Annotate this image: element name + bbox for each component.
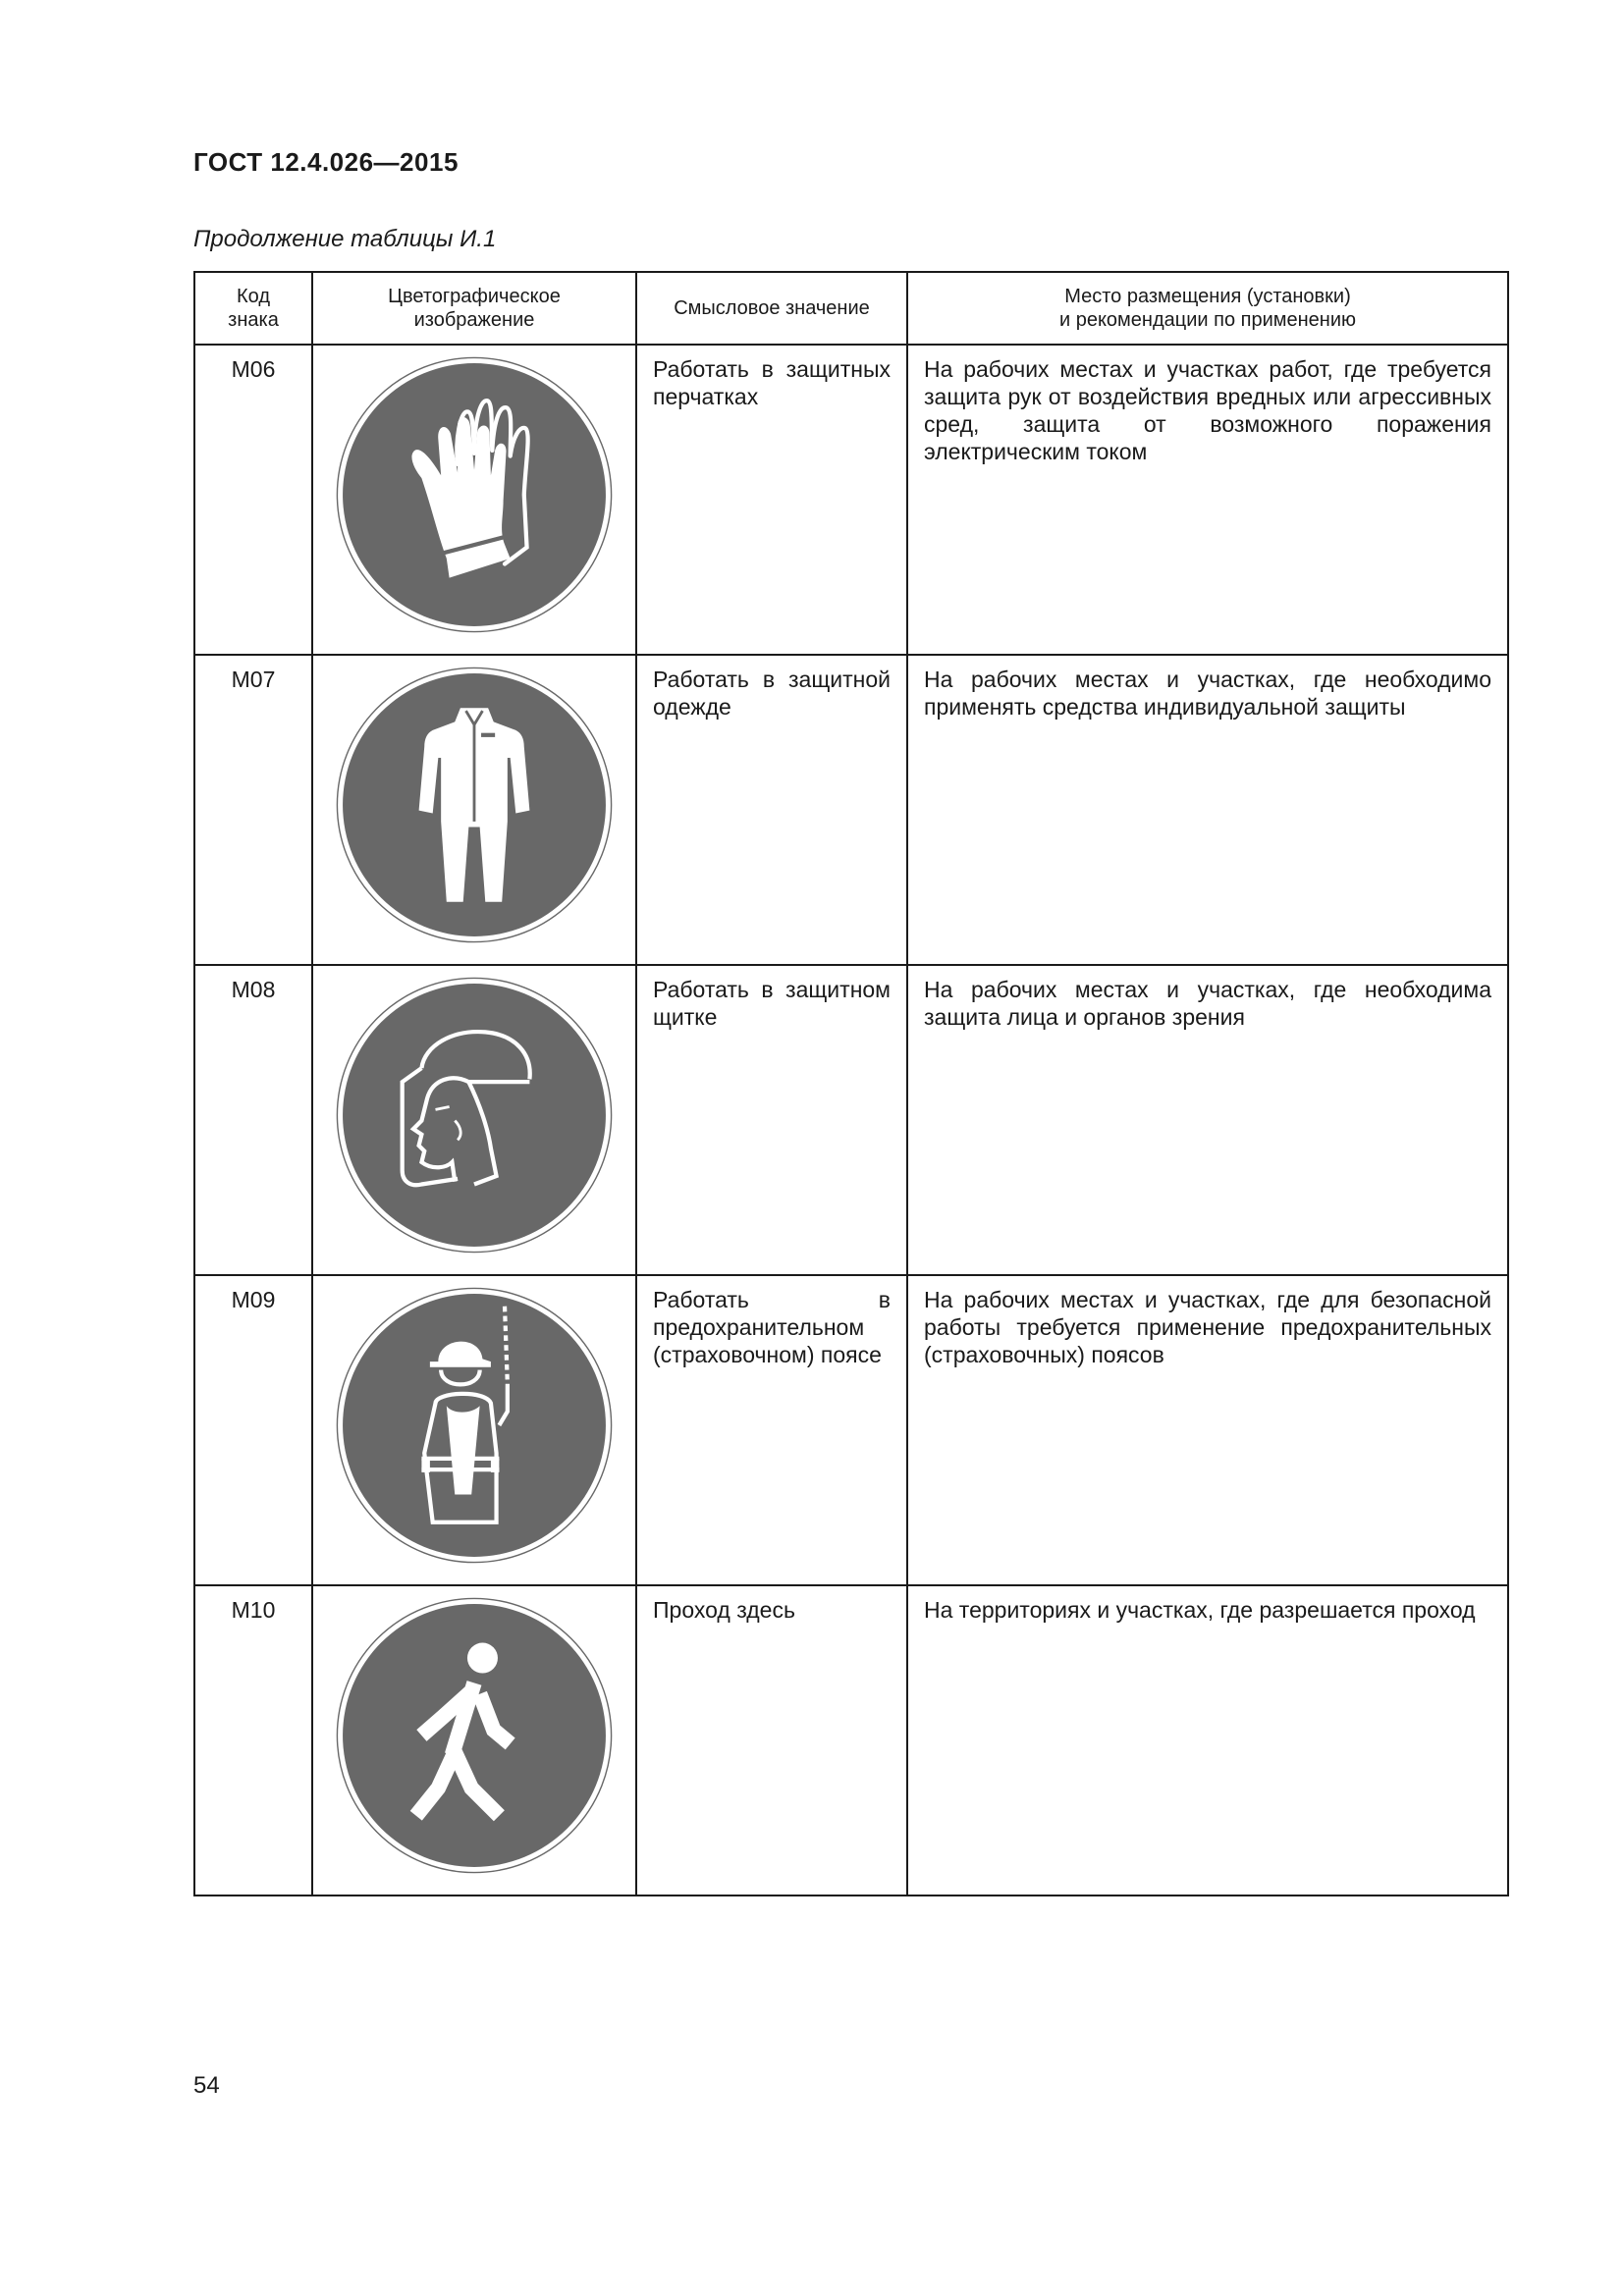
table-row	[194, 965, 1508, 1275]
safety-harness-icon	[336, 1287, 613, 1564]
table-row	[194, 345, 1508, 655]
sign-meaning: Работать в защитном щитке	[636, 965, 907, 1275]
table-row	[194, 655, 1508, 965]
page-number: 54	[193, 2072, 220, 2099]
sign-placement: На рабочих местах и участках, где для безопасной работы требуется применение предохранительных (страховочных) поясов	[907, 1275, 1508, 1585]
column-header-meaning	[636, 272, 907, 345]
column-header-placement	[907, 272, 1508, 345]
sign-image-cell	[312, 1585, 636, 1896]
sign-placement: На рабочих местах и участках работ, где требуется защита рук от воздействия вредных или агрессивных сред, защита от возможного поражения электрическим током	[907, 345, 1508, 655]
sign-placement: На рабочих местах и участках, где необходима защита лица и органов зрения	[907, 965, 1508, 1275]
gloves-icon	[336, 356, 613, 633]
sign-meaning: Работать в защитной одежде	[636, 655, 907, 965]
sign-code: М10	[194, 1585, 312, 1896]
sign-placement: На рабочих местах и участках, где необходимо применять средства индивидуальной защиты	[907, 655, 1508, 965]
table-row	[194, 1585, 1508, 1896]
sign-image-cell	[312, 1275, 636, 1585]
column-header-image	[312, 272, 636, 345]
sign-meaning: Работать в предохранительном (страховочном) поясе	[636, 1275, 907, 1585]
sign-code: М09	[194, 1275, 312, 1585]
document-header: ГОСТ 12.4.026—2015	[193, 147, 459, 177]
sign-code: М06	[194, 345, 312, 655]
sign-code: М08	[194, 965, 312, 1275]
sign-meaning: Проход здесь	[636, 1585, 907, 1896]
sign-image-cell	[312, 965, 636, 1275]
column-header-label: Цветографическое изображение	[388, 286, 561, 331]
protective-clothing-icon	[336, 667, 613, 943]
table-caption: Продолжение таблицы И.1	[193, 226, 497, 252]
sign-image-cell	[312, 345, 636, 655]
column-header-code	[194, 272, 312, 345]
column-header-label: Смысловое значение	[674, 297, 870, 319]
table-row	[194, 1275, 1508, 1585]
table-header-row	[194, 272, 1508, 345]
sign-image-cell	[312, 655, 636, 965]
sign-code: М07	[194, 655, 312, 965]
sign-placement: На территориях и участках, где разрешается проход	[907, 1585, 1508, 1896]
face-shield-icon	[336, 977, 613, 1254]
walking-person-icon	[336, 1597, 613, 1874]
sign-meaning: Работать в защитных перчатках	[636, 345, 907, 655]
column-header-label: Код знака	[228, 286, 279, 331]
signs-table	[193, 271, 1509, 1896]
column-header-label: Место размещения (установки) и рекомендации по применению	[1058, 286, 1357, 331]
